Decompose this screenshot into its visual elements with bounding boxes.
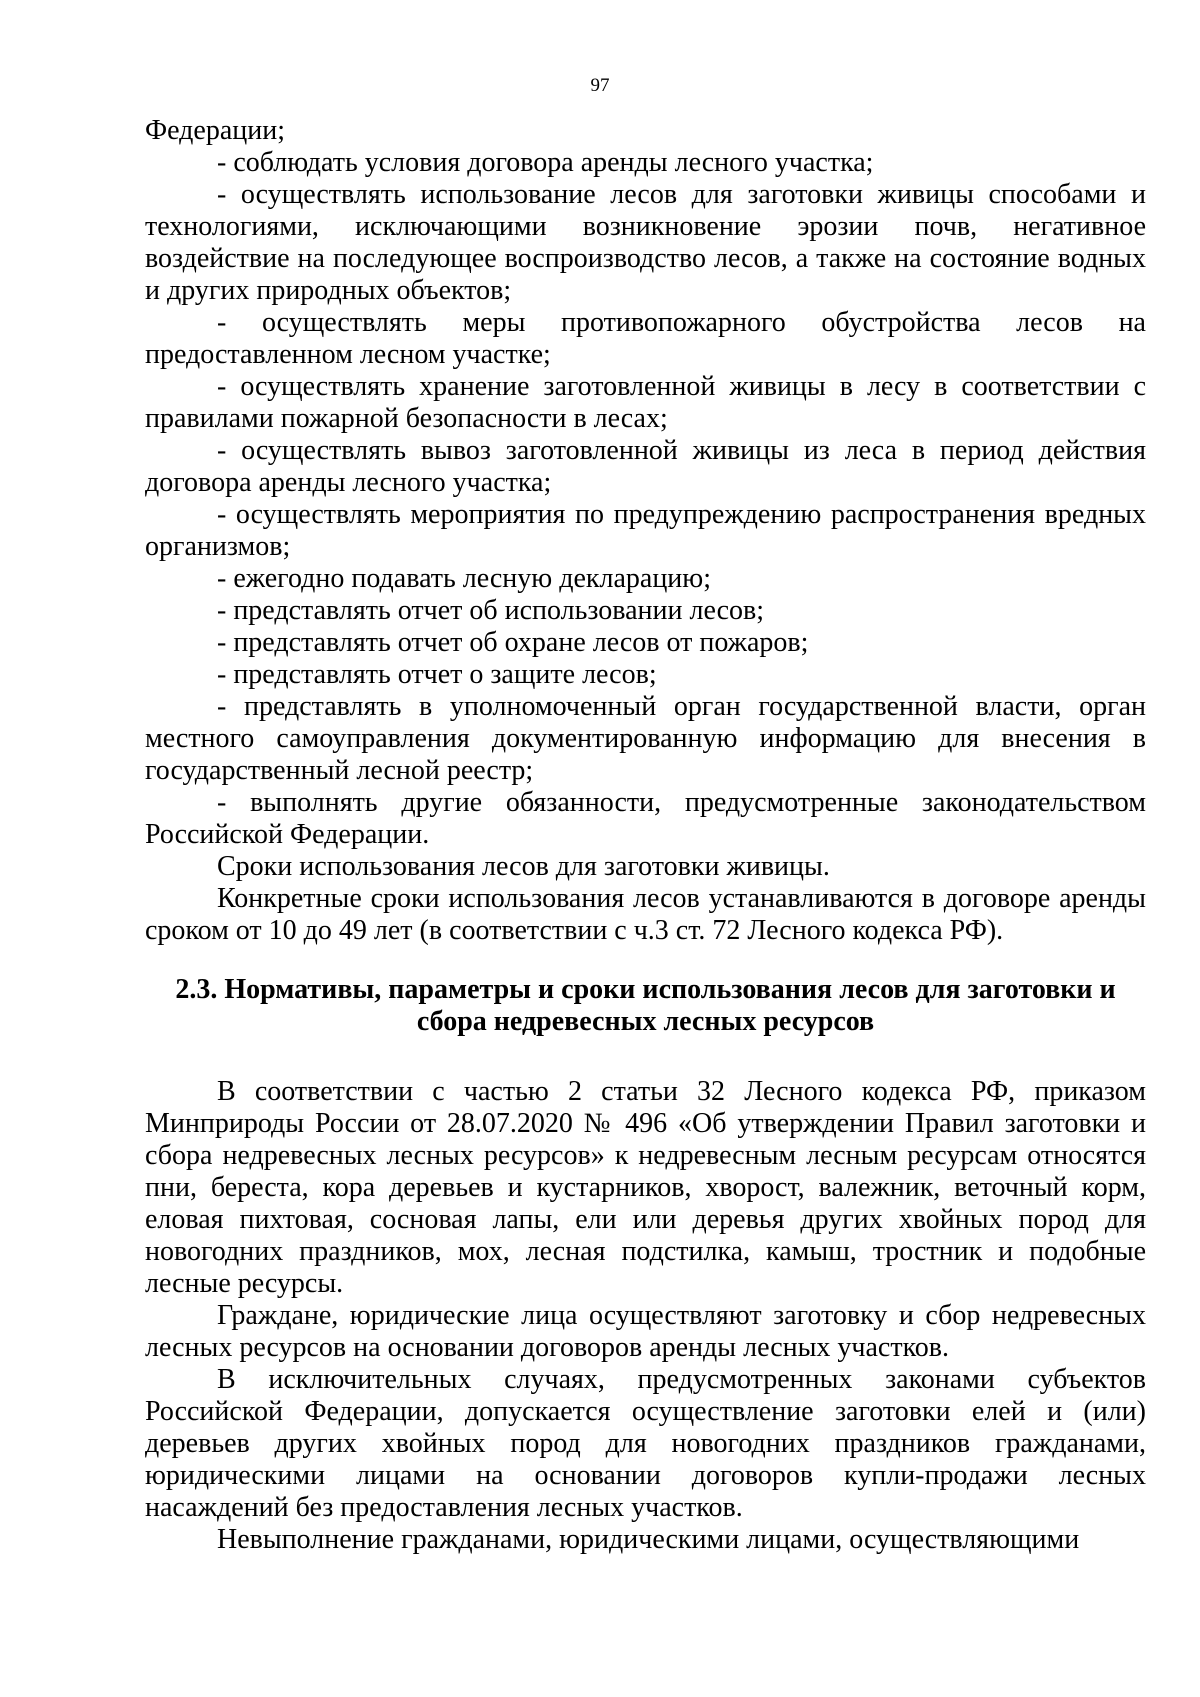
list-item: - представлять отчет об охране лесов от пожаров; [217,627,809,658]
paragraph: Конкретные сроки использования лесов устанавливаются в договоре аренды сроком от 10 до 49 лет (в соответствии с ч.3 ст. 72 Лесного кодекса РФ). [145,883,1146,946]
list-item: - представлять отчет об использовании лесов; [217,595,765,626]
list-item: - соблюдать условия договора аренды лесного участка; [217,147,874,178]
paragraph: Граждане, юридические лица осуществляют заготовку и сбор недревесных лесных ресурсов на основании договоров аренды лесных участков. [145,1300,1146,1363]
paragraph: В исключительных случаях, предусмотренных законами субъектов Российской Федерации, допускается осуществление заготовки елей и (или) деревьев других хвойных пород для новогодних праздников гражданами, юридическими лицами на основании договоров купли-продажи лесных насаждений без предоставления лесных участков. [145,1364,1146,1523]
paragraph: Сроки использования лесов для заготовки живицы. [217,851,830,882]
list-item: - представлять отчет о защите лесов; [217,659,657,690]
list-item: - осуществлять меры противопожарного обустройства лесов на предоставленном лесном участке; [145,307,1146,370]
section-heading [145,974,1146,1038]
paragraph: Невыполнение гражданами, юридическими лицами, осуществляющими [217,1524,1080,1555]
list-item: - ежегодно подавать лесную декларацию; [217,563,711,594]
page-number: 97 [590,75,610,96]
list-item: - осуществлять хранение заготовленной живицы в лесу в соответствии с правилами пожарной безопасности в лесах; [145,371,1146,434]
paragraph: Федерации; [145,115,286,146]
paragraph: В соответствии с частью 2 статьи 32 Лесного кодекса РФ, приказом Минприроды России от 28.07.2020 № 496 «Об утверждении Правил заготовки и сбора недревесных лесных ресурсов» к недревесным лесным ресурсам относятся пни, береста, кора деревьев и кустарников, хворост, валежник, веточный корм, еловая пихтовая, сосновая лапы, ели или деревья других хвойных пород для новогодних праздников, мох, лесная подстилка, камыш, тростник и подобные лесные ресурсы. [145,1076,1146,1299]
list-item: - осуществлять использование лесов для заготовки живицы способами и технологиями, исключающими возникновение эрозии почв, негативное воздействие на последующее воспроизводство лесов, а также на состояние водных и других природных объектов; [145,179,1146,306]
section-heading-line: 2.3. Нормативы, параметры и сроки использования лесов для заготовки и [175,974,1116,1005]
list-item: - осуществлять вывоз заготовленной живицы из леса в период действия договора аренды лесного участка; [145,435,1146,498]
list-item: - представлять в уполномоченный орган государственной власти, орган местного самоуправления документированную информацию для внесения в государственный лесной реестр; [145,691,1146,786]
list-item: - выполнять другие обязанности, предусмотренные законодательством Российской Федерации. [145,787,1146,850]
list-item: - осуществлять мероприятия по предупреждению распространения вредных организмов; [145,499,1146,562]
section-heading-line: сбора недревесных лесных ресурсов [416,1006,875,1037]
page-content [145,115,1146,1556]
